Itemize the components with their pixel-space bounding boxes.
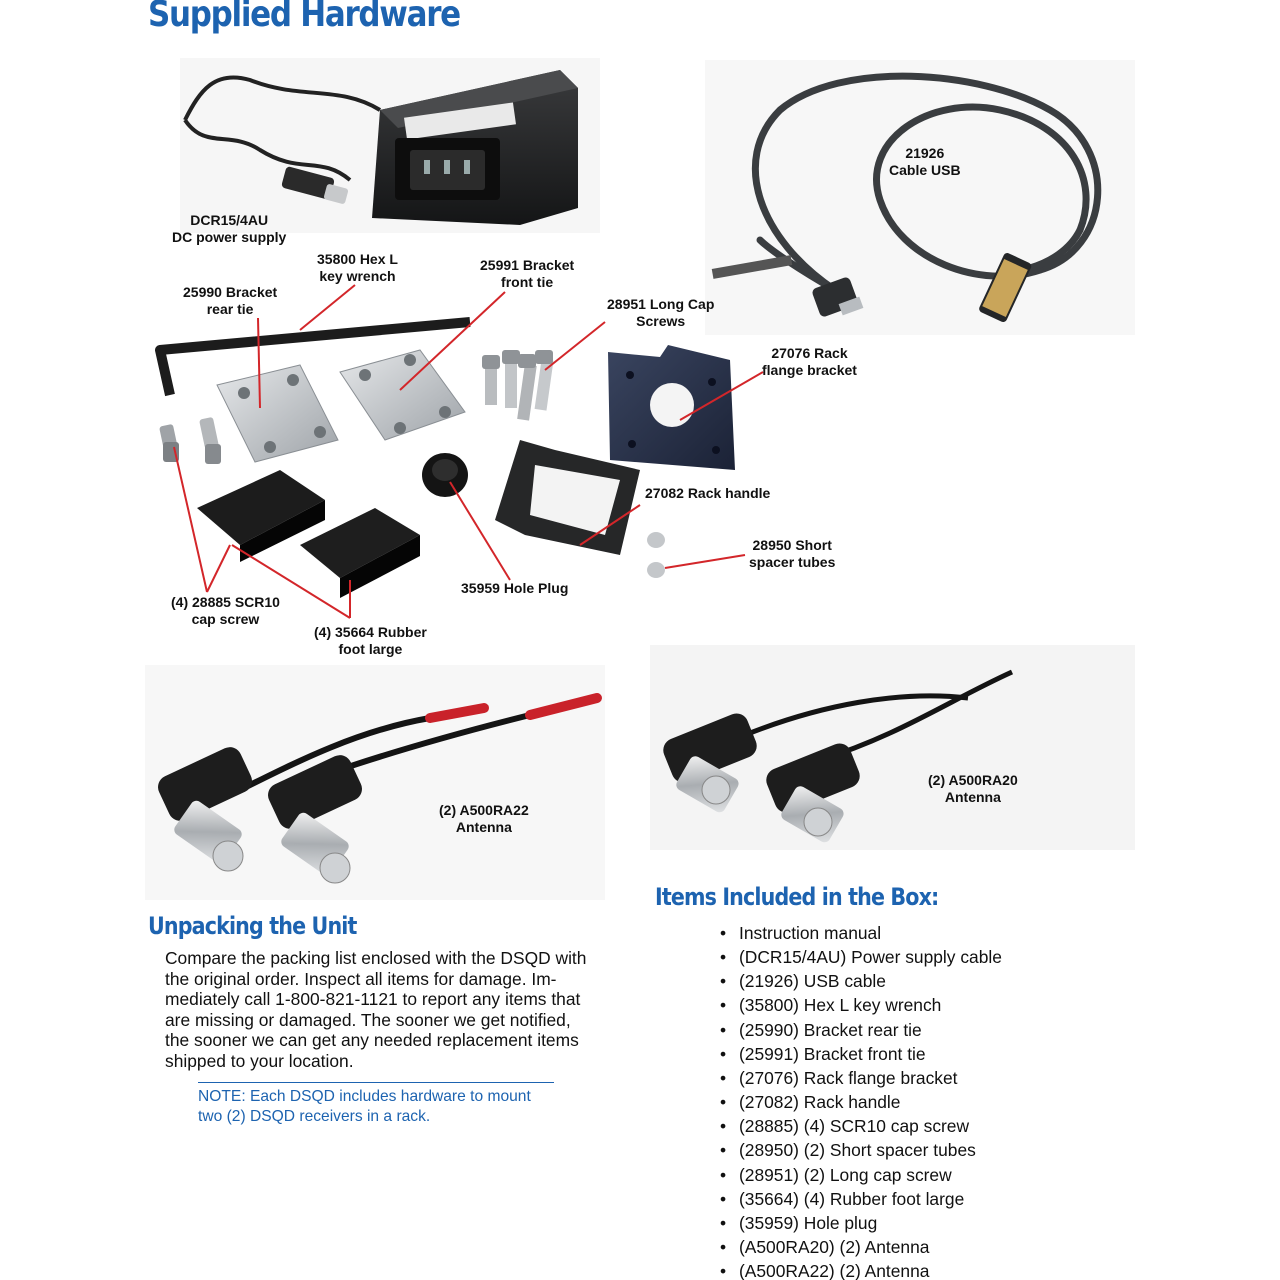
paragraph-line: the sooner we can get any needed replacement items (165, 1030, 579, 1051)
label-line: (2) A500RA20 (928, 772, 1018, 788)
label-line: Antenna (455, 818, 512, 835)
label-bracket-front (480, 257, 574, 290)
unpacking-heading: Unpacking the Unit (148, 912, 357, 940)
paragraph-line: the original order. Inspect all items for damage. Im- (165, 968, 557, 989)
label-line: 25991 Bracket (480, 257, 575, 273)
list-item: • (25990) Bracket rear tie (720, 1018, 1002, 1042)
list-item: • (28951) (2) Long cap screw (720, 1163, 1002, 1187)
rubber-feet-image (197, 470, 420, 598)
list-item: • (28885) (4) SCR10 cap screw (720, 1114, 1002, 1138)
paragraph-line: are missing or damaged. The sooner we get notified, (165, 1009, 571, 1030)
label-line: (4) 35664 Rubber (314, 624, 427, 640)
list-item: • (A500RA22) (2) Antenna (720, 1259, 1002, 1280)
list-item: • (28950) (2) Short spacer tubes (720, 1138, 1002, 1162)
label-bracket-rear (183, 284, 277, 317)
label-line: Cable USB (889, 161, 961, 178)
label-rack-flange (762, 345, 857, 378)
list-item: • (35664) (4) Rubber foot large (720, 1187, 1002, 1211)
bracket-rear-image (217, 365, 338, 462)
rack-flange-image (608, 345, 735, 470)
unpacking-paragraph (165, 948, 623, 1072)
label-line: DC power supply (172, 228, 287, 245)
label-line: spacer tubes (749, 553, 836, 570)
label-dcr15 (172, 212, 286, 245)
paragraph-line: mediately call 1-800-821-1121 to report any items that (165, 989, 581, 1010)
list-item: • (DCR15/4AU) Power supply cable (720, 945, 1002, 969)
label-line: (4) 28885 SCR10 (171, 594, 280, 610)
label-line: Antenna (944, 788, 1001, 805)
page-title: Supplied Hardware (148, 0, 460, 35)
label-rack-handle (645, 485, 770, 502)
label-antenna20 (928, 772, 1018, 805)
list-item: • (A500RA20) (2) Antenna (720, 1235, 1002, 1259)
label-line: DCR15/4AU (190, 212, 269, 228)
list-item: • Instruction manual (720, 921, 1002, 945)
long-screws-image (482, 350, 553, 421)
items-heading: Items Included in the Box: (655, 883, 939, 911)
label-line: flange bracket (762, 361, 857, 378)
label-line: 25990 Bracket (183, 284, 278, 300)
label-line: foot large (338, 640, 403, 657)
label-line: Screws (636, 312, 686, 329)
label-line: 35800 Hex L (317, 251, 398, 267)
label-usb (889, 145, 961, 178)
hole-plug-image (422, 453, 468, 497)
list-item: • (27082) Rack handle (720, 1090, 1002, 1114)
list-item: • (35959) Hole plug (720, 1211, 1002, 1235)
note-text (198, 1087, 568, 1126)
label-line: rear tie (206, 300, 254, 317)
bracket-front-image (340, 350, 465, 440)
usb-photo-bg (705, 60, 1135, 335)
note-divider (198, 1082, 554, 1083)
note-line: NOTE: Each DSQD includes hardware to mount (198, 1088, 531, 1105)
label-antenna22 (439, 802, 529, 835)
paragraph-line: Compare the packing list enclosed with the DSQD with (165, 948, 587, 968)
list-item: • (27076) Rack flange bracket (720, 1066, 1002, 1090)
label-line: 27076 Rack (771, 345, 848, 361)
scr10-screws-image (159, 417, 221, 464)
label-line: (2) A500RA22 (439, 802, 529, 818)
spacer-tubes-image (647, 532, 665, 578)
note-line: two (2) DSQD receivers in a rack. (198, 1107, 431, 1125)
label-hex-wrench (317, 251, 398, 284)
list-item: • (35800) Hex L key wrench (720, 993, 1002, 1017)
label-line: cap screw (191, 610, 260, 627)
label-short-spacer (749, 537, 835, 570)
label-line: 28950 Short (752, 537, 832, 553)
label-line: 28951 Long Cap (607, 296, 715, 312)
list-item: • (25991) Bracket front tie (720, 1042, 1002, 1066)
label-line: 21926 (905, 145, 945, 161)
label-line: 35959 Hole Plug (461, 580, 569, 596)
label-line: 27082 Rack handle (645, 485, 771, 501)
label-cap-screw (171, 594, 280, 627)
label-hole-plug (461, 580, 568, 597)
label-rubber-foot (314, 624, 427, 657)
items-list (720, 921, 1002, 1280)
paragraph-line: shipped to your location. (165, 1050, 354, 1071)
list-item: • (21926) USB cable (720, 969, 1002, 993)
label-long-screws (607, 296, 714, 329)
label-line: key wrench (319, 267, 396, 284)
label-line: front tie (501, 273, 554, 290)
